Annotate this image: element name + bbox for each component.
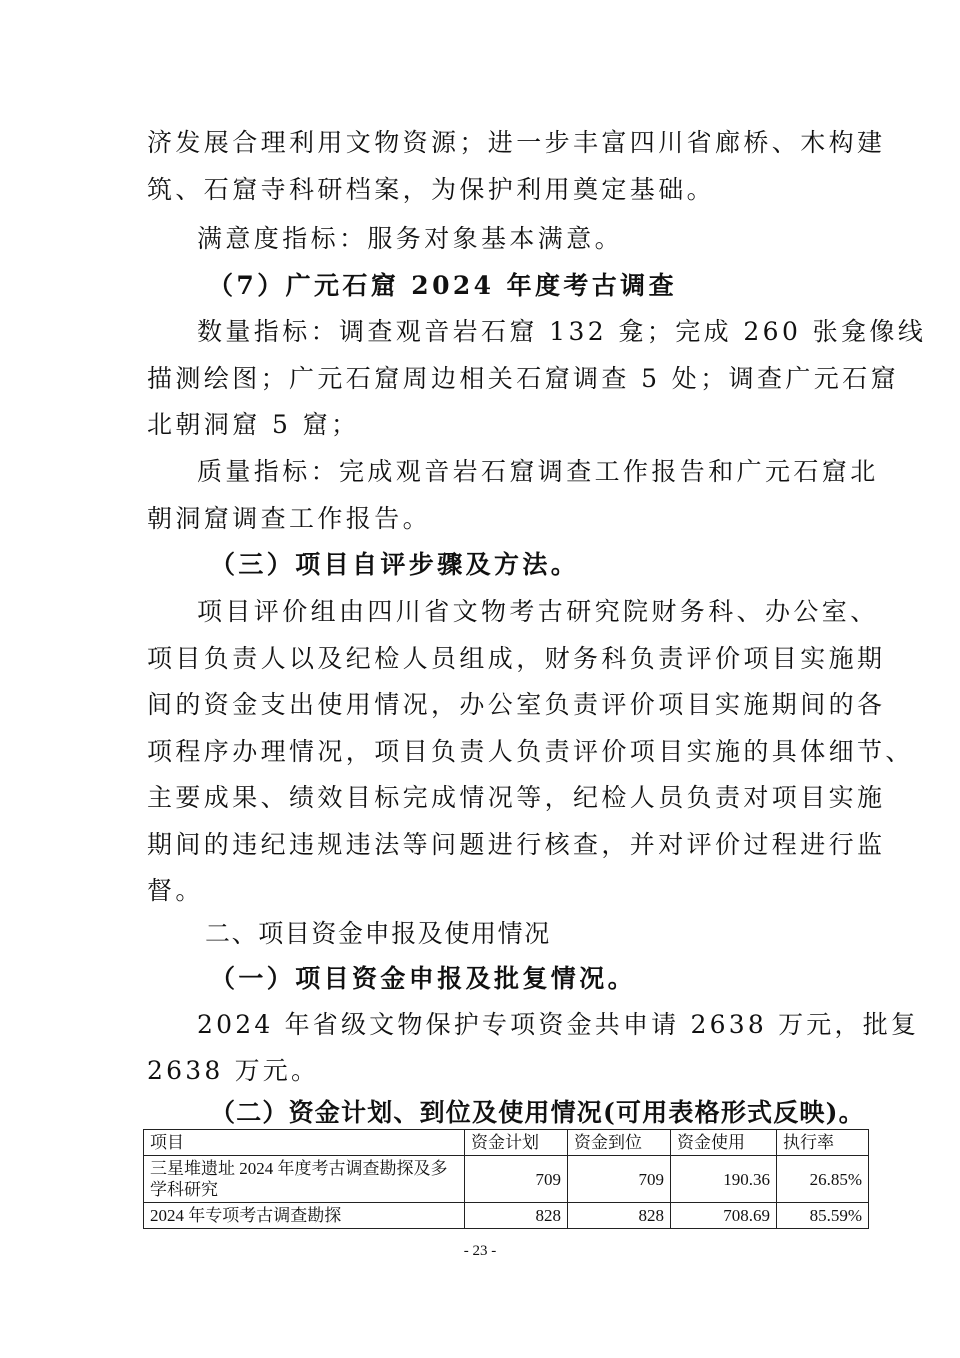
header-plan: 资金计划 bbox=[465, 1130, 568, 1156]
cell-used: 190.36 bbox=[671, 1156, 777, 1203]
header-received: 资金到位 bbox=[568, 1130, 671, 1156]
paragraph-line: 描测绘图；广元石窟周边相关石窟调查 5 处；调查广元石窟 bbox=[147, 364, 900, 393]
paragraph-line: 督。 bbox=[147, 876, 204, 905]
header-project: 项目 bbox=[144, 1130, 465, 1156]
paragraph-line: 济发展合理利用文物资源；进一步丰富四川省廊桥、木构建 bbox=[147, 128, 886, 157]
table-row bbox=[144, 1156, 869, 1203]
section-heading-1: （一）项目资金申报及批复情况。 bbox=[210, 964, 637, 993]
cell-project: 2024 年专项考古调查勘探 bbox=[144, 1203, 465, 1229]
paragraph-line: 主要成果、绩效目标完成情况等，纪检人员负责对项目实施 bbox=[147, 783, 886, 812]
paragraph-line: 筑、石窟寺科研档案，为保护利用奠定基础。 bbox=[147, 175, 716, 204]
section-heading-3: （三）项目自评步骤及方法。 bbox=[210, 550, 580, 579]
paragraph-line: 北朝洞窟 5 窟； bbox=[147, 410, 360, 439]
paragraph-line: 朝洞窟调查工作报告。 bbox=[147, 504, 432, 533]
section-heading-2: （二）资金计划、到位及使用情况(可用表格形式反映)。 bbox=[210, 1098, 865, 1127]
cell-used: 708.69 bbox=[671, 1203, 777, 1229]
paragraph-line: 项程序办理情况，项目负责人负责评价项目实施的具体细节、 bbox=[147, 737, 914, 766]
paragraph-line: 项目负责人以及纪检人员组成，财务科负责评价项目实施期 bbox=[147, 644, 886, 673]
cell-project: 三星堆遗址 2024 年度考古调查勘探及多学科研究 bbox=[144, 1156, 465, 1203]
page-number: - 23 - bbox=[463, 1243, 497, 1259]
paragraph-line: 间的资金支出使用情况，办公室负责评价项目实施期间的各 bbox=[147, 690, 886, 719]
header-used: 资金使用 bbox=[671, 1130, 777, 1156]
cell-rate: 26.85% bbox=[777, 1156, 869, 1203]
cell-plan: 709 bbox=[465, 1156, 568, 1203]
cell-plan: 828 bbox=[465, 1203, 568, 1229]
quantity-indicator: 数量指标：调查观音岩石窟 132 龛；完成 260 张龛像线 bbox=[197, 317, 927, 346]
table-row bbox=[144, 1203, 869, 1229]
header-rate: 执行率 bbox=[777, 1130, 869, 1156]
table-header-row bbox=[144, 1130, 869, 1156]
paragraph-line: 期间的违纪违规违法等问题进行核查，并对评价过程进行监 bbox=[147, 830, 886, 859]
quality-indicator: 质量指标：完成观音岩石窟调查工作报告和广元石窟北 bbox=[197, 457, 879, 486]
funds-table bbox=[143, 1129, 869, 1229]
paragraph-line: 项目评价组由四川省文物考古研究院财务科、办公室、 bbox=[197, 597, 879, 626]
section-heading-7: （7）广元石窟 2024 年度考古调查 bbox=[208, 271, 677, 300]
cell-rate: 85.59% bbox=[777, 1203, 869, 1229]
paragraph-line: 2638 万元。 bbox=[147, 1056, 320, 1085]
chapter-heading-2: 二、项目资金申报及使用情况 bbox=[205, 919, 551, 948]
satisfaction-indicator: 满意度指标：服务对象基本满意。 bbox=[197, 224, 624, 253]
cell-received: 709 bbox=[568, 1156, 671, 1203]
cell-received: 828 bbox=[568, 1203, 671, 1229]
paragraph-line: 2024 年省级文物保护专项资金共申请 2638 万元，批复 bbox=[197, 1010, 920, 1039]
